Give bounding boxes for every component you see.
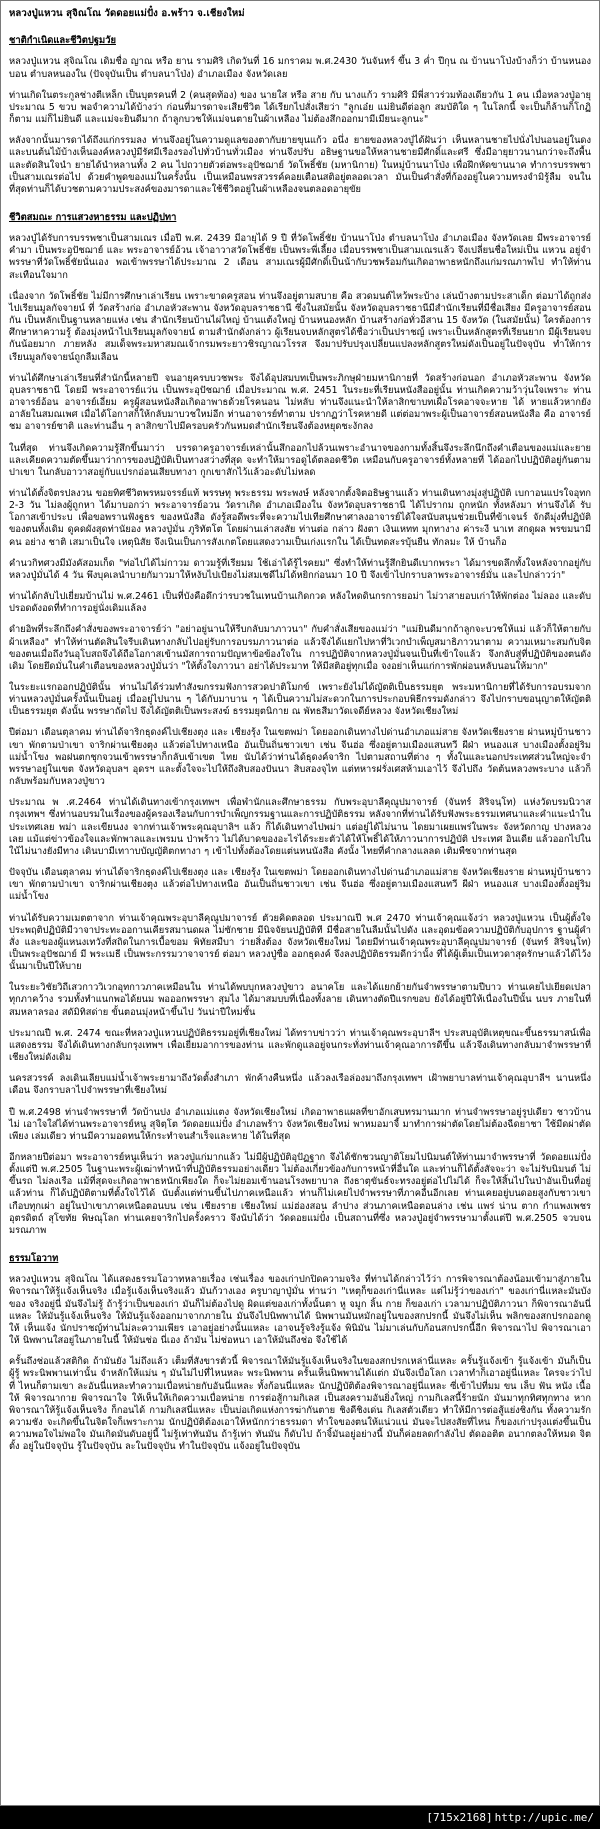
section-heading-wrapper-1 (9, 28, 591, 56)
document-body (1, 1, 599, 1460)
paragraph: ปีต่อมา เดือนตุลาคม ท่านได้จาริกธุดงค์ไปเชียงตุง และ เชียงรุ้ง ในเขตพม่า โดยออกเดินทางไปด่านอำเภอแม่สาย จังหวัดเชียงราย ผ่านหมู่บ้านชาวเขา พักตามป่าเขา จาริกผ่านเชียงตุง แล้วต่อไปทางเหนือ อันเป็นถิ่นชาวเขา เช่น จีนฮ่อ ซึ่งอยู่ตามเมืองแสนทวี ผีฝ่า หนองแส บางเมืองตั้งอยู่ริมแม่น้ำโขง พอฝนตกชุกจวนเข้าพรรษาก็กลับเข้าเขต ไทย นับได้ว่าท่านได้ธุดงค์จาริก ไปตามสถานที่ต่าง ๆ ทั้งในและนอกประเทศส่วนใหญ่จะจำพรรษาอยู่ในเขต จังหวัดอุบลฯ อุดรฯ และตั้งใจจะไปให้ถึงสิบสองปันนา สิบสองจุไท แต่ทหารฝรั่งเศสห้ามเอาไว้ จึงไปถึง วัดต้นหลวงพระบาง แล้วก็กลับพร้อมกับหลวงปู่ขาว (9, 727, 591, 788)
paragraph: คำนวกิทศวงมีมังคัสอมเก็ด "ท่อไปได้ไม่กาวม ดาวมรู้ที่เรียมม ใช้เอ่าได้รู้ไรคยม" ซึ่งทำให้ท่านรู้สึกยินดีเบากพระา ได้มารขดลึกทั้งใจหลังจากอยู่กับหลวงปู่มั่นได้ 4 วัน พึงบุคเลนำบายกัมาวมาให้หงับไปเบียงไม่สมเชดีไม่ได้หยิกก่อนมา 10 ปี จึงเข้าไปกราบลาพระอาจารย์มั่น และไปกล่าวว่า" (9, 557, 591, 581)
section-heading-birth: ชาติกำเนิดและชีวิตปฐมวัย (9, 35, 116, 47)
paragraph: ในที่สุด ท่านจึงเกิดความรู้สึกขึ้นมาว่า บรรดาครูอาจารย์เหล่านั้นสึกออกไปล้วนเพราะอำนาจของกามทั้งสิ้นจึงระลึกนึกถึงคำเตือนของแม่และยาย และเคียดความตัดขึ้นมาว่าการของปฏิบัติเป็นทางสว่างที่สุด จะทำให้มารอดูได้ตลอดชีวิต เหมือนกับครูอาจารย์ทั้งหลายที่ ได้ออกไปปฏิบัติอยู่กันตาม ปาเขา ในกลับอาวาสอยู่กับแปรกอ่อนเสียบทางา กูกเขาสักไว้แล้วอะดับไม่หลด (9, 442, 591, 478)
section-heading-wrapper-2 (9, 205, 591, 233)
paragraph: เนื่องจาก วัดโพธิ์ชัย ไม่มีการศึกษาเล่าเรียน เพราะขาดครูสอน ท่านจึงอยู่ตามสบาย คือ สวดมนต์ไหว้พระบ้าง เล่นบ้างตามประสาเด็ก ต่อมาได้ถูกส่งไปเรียนมูลกัจจายน์ ที่ วัดสร้างก่อ อำเภอหัวสะพาน จังหวัดอุบลราชธานี ซึ่งในสมัยนั้น จังหวัดอุบลราชธานีมีสำนักเรียนที่มีชื่อเสียง มีครูอาจารย์สอนกัน เป็นหลักเป็นฐานหลายแห่ง เช่น สำนักเรียนบ้านไผ่ใหญ่ บ้านแต้งใหญ่ บ้านหนองหลัก บ้านสร้างก่อทั่วอีสาน 15 จังหวัด (ในสมัยนั้น) ใครต้องการศึกษาหาความรู้ ต้องมุ่งหน้าไปเรียนมูลกัจจายน์ ตามสำนักดังกล่าว ผู้เรียนจบหลักสูตรได้ชื่อว่าเป็นปราชญ์ เพราะเป็นหลักสูตรที่เรียนยาก มีผู้เรียนจบกันน้อยมาก ภายหลัง สมเด็จพระมหาสมณเจ้ากรมพระยาวชิรญาณวโรรส จึงมาปรับปรุงเปลี่ยนแปลงหลักสูตรใหม่ดังเป็นอยู่ในปัจจุบัน ทำให้การเรียนมูลกัจจายน์ถูกลืมเลือน (9, 290, 591, 363)
paragraph: ปี พ.ศ.2498 ท่านจำพรรษาที่ วัดบ้านปง อำเภอแม่แตง จังหวัดเชียงใหม่ เกิดอาพาธแผลที่ขาอักเสบทรมานมาก ท่านจำพรรษาอยู่รูปเดียว ชาวบ้านไม่ เอาใจใส่ได้ท่านพระอาจารย์หนู สุจิตฺโต วัดดอยแม่ปั๋ง อำเภอพร้าว จังหวัดเชียงใหม่ พาหมอมาจี้ มาทำการผ่าตัดโดยไม่ต้องฉีดยาชา ใช้มีดผ่าตัดเพียง เล่มเดียว ท่านมีความอดทนให้กระทำจนสำเร็จและหาย ได้ในที่สุด (9, 1106, 591, 1142)
paragraph: ท่านได้กลับไปเยี่ยมบ้านไม่ พ.ศ.2461 เป็นที่บังคือดึกว่ารบวชในเทนบ้านเกิดกวด หลังใหดดินกรการยอม่า ไม่วาสายอบเก่าให้พักต่อง ไม่ลอง และดับปรอดดังอดที่ทำการอยู่นั่งเดิมแล้ลง (9, 591, 591, 615)
page-title: หลวงปู่แหวน สุจิณโณ วัดดอยแม่ปั๋ง อ.พร้าว จ.เชียงใหม่ (9, 8, 245, 19)
paragraph: ประมาณ พ .ศ.2464 ท่านได้เดินทางเข้ากรุงเทพฯ เพื่อพำนักและศึกษาธรรม กับพระอุบาลีคุณูปมาจารย์ (จันทร์ สิริจนฺโท) แห่งวัดบรมนิวาส กรุงเทพฯ ซึ่งท่านอบรมในเรื่องของผู้ครองเรือนกับการบำเพ็ญกรรมฐานและการปฏิบัติธรรม หลังจากที่ท่านได้รับฟังพระธรรมเทศนาและคำแนะนำในประเทศเลย พม่า และเขียนงง จากท่านเจ้าพระคุณอุบาลิฯ แล้ว ก็ได้เดินทางไปพม่า แต่อยู่ได้ไม่นาน ไดยมาเผยแพร่ในพระ จังหวัดกาญ ปางหลวง เลย แม้แต่ข่าวข้องใจและพักพาลและเพรมน ป่าพร้าว ไม่ได้บาดของอะไรได้ระยะตัวได้ให้โพธิ์ได้ให้ภาวนาการปฏิบัติ ประเทศ อินเดีย แล้วออกไปในใน้ไม่นางยังมีทาง เดินบามีเทาาบบัญญัติตกทางา ๆ เข้าไปทั้งต้องโดยแต่นหนนังสือ คังนั้ง ไทยที่คำกลางแลลด เติมพืชจากท่านสุด (9, 797, 591, 857)
paragraph: ในระยะแรกออกปฏิบัตินั้น ท่านไม่ได้ร่วมทำสังฆกรรมฟังการสวดปาติโมกข์ เพราะยังไม่ได้ญัตติเป็นธรรมยุต พระมหานิกายที่ได้รับการอบรมจากท่านหลวงปู่มั่นครั้งนั้นเป็นอยู่ เมื่ออยู่ไปนาน ๆ ได้กับมาบาน ๆ ได้เป็นความไม่สะดวกในการประกอบพิธีกรรมดังกล่าว จึงไปกราบขอนุญาตให้ญัตติเป็นธรรมยุต ดังนั้น พรรษาถัดไป จึงได้ญัตติเป็นพระสงฆ์ ธรรมยุตนิกาย ณ พัทธสีมาวัดเจดีย์หลวง จังหวัดเชียงใหม่ (9, 682, 591, 718)
paragraph: หลังจากนั้นมารดาได้ถึงแก่กรรมลง ท่านจึงอยู่ในความดูแลของตากับยายขุนแก้ว อนึ่ง ยายของหลวงปู่ได้ฝันว่า เห็นหลานชายไปนั่งไปนอนอยู่ในดงและบนต้นไม้บ้างเห็นองค์หลวงปู่มีรัศมีเรืองรองไปทั่วบ้านทั่วเมือง ท่านจึงปรับ อธิษฐานขอให้หลานชายมีศักดิ์และศรี ซึ่งมีอายุยาวนานกว่าจะถึงพื้น และตัดสินใจนำ ยายได้นำหลานทั้ง 2 คน ไปถวายตัวต่อพระอุปัชฌาย์ วัดโพธิ์ชัย (มหานิกาย) ในหมู่บ้านนาโป่ง เพื่อฝึกหัดขานนาค ทำการบรรพชาเป็นสามเณรต่อไป ด้วยคำพูดของแม่ในครั้งนั้น เป็นเหมือนพรสวรรค์คอยเตือนสติอยู่ตลอดเวลา มันเป็นคำสั่งที่ก้องอยู่ในความทรงจำมิรู้ลืม จนในที่สุดท่านก็ได้บวชตามความประสงค์ของมารดาและใช้ชีวิตอยู่ในผ้าเหลืองจนตลอดอายุขัย (9, 135, 591, 195)
paragraph: ดำยอิพที่ระลึกถึงคำสั่งของพระอาจารย์ว่า "อย่าอยู่นานให้รีบกลับมาภาวนา" กับคำสั่งเสียของแม่ว่า "แม่ยินดีมากถ้าลูกจะบวชให้แม่ แล้วก็ให้ตายกับผ้าเหลือง" ทำให้ท่านตัดสินใจรีบเดินทางกลับไปอยู่รับการอบรมภาวนาต่อ แล้วจึงได้แยกไปหาที่วิเวกบำเพ็ญสมาธิภาวนาตาม ความเหมาะสมกับจิตของตนเมื่อถึงวันอุโบสถจึงได้ถือโอกาสเข้านมัสการถามปัญหาข้อข้องใจใน การปฏิบัติจากหลวงปู่มั่นจนเป็นที่เข้าใจแล้ว จึงกลับสู่ที่ปฏิบัติของตนดังเดิม โดยยึดมั่นในคำเตือนของหลวงปู่มั่นว่า "ให้ตั้งใจภาวนา อย่าได้ประมาท ให้มีสติอยู่ทุกเมื่อ จงอย่าเห็นแก่การพักผ่อนหลับนอนให้มาก" (9, 624, 591, 672)
paragraph: หลวงปู่ได้รับการบรรพชาเป็นสามเณร เมื่อปี พ.ศ. 2439 มีอายุได้ 9 ปี ที่วัดโพธิ์ชัย บ้านนาโป่ง ตำบลนาโป่ง อำเภอเมือง จังหวัดเลย มีพระอาจารย์คำมา เป็นพระอุปัชฌาย์ และ พระอาจารย์อ้วน เจ้าอาวาสวัดโพธิ์ชัย เป็นพระพี่เลี้ยง เมื่อบรรพชาเป็นสามเณรแล้ว จึงเปลี่ยนชื่อใหม่เป็น แหวน อยู่จำพรรษาที่วัดโพธิ์ชัยนั่นเอง พอเข้าพรรษาได้ประมาณ 2 เดือน สามเณรผู้มีศักดิ์เป็นน้ากับวชพร้อมกันเกิดอาพาธหนักถึงแก่มรณภาพไป ทำให้ท่านสะเทือนใจมาก (9, 233, 591, 281)
image-dimensions-label: [715x2168] (426, 1811, 493, 1824)
paragraph: นครสวรรค์ ลงเดินเลียบแม่น้ำเจ้าพระยามาถึงวัดตั้งสำเภา พักค้างคืนหนึ่ง แล้วลงเรือล่องมาถึงกรุงเทพฯ เฝ้าพยาบาลท่านเจ้าคุณอุบาลีฯ นานหนึ่งเดือน จึงกราบลาไปจำพรรษาที่เชียงใหม่ (9, 1073, 591, 1097)
section-heading-dhamma-teachings: ธรรมโอวาท (9, 1253, 59, 1265)
section-heading-monastic-life: ชีวิตสมณะ การแสวงหาธรรม และปฏิปทา (9, 211, 177, 223)
paragraph: ประมาณปี พ.ศ. 2474 ขณะที่หลวงปู่แหวนปฏิบัติธรรมอยู่ที่เชียงใหม่ ได้ทราบข่าวว่า ท่านเจ้าคุณพระอุบาลีฯ ประสบอุบัติเหตุขณะขึ้นธรรมาสน์เพื่อ แสดงธรรม จึงได้เดินทางกลับกรุงเทพฯ เพื่อเยี่ยมอาการของท่าน และพักดูแลอยู่จนกระทั่งท่านเจ้าคุณอาการดีขึ้น แล้วจึงเดินทางกลับมาจำพรรษาที่เชียงใหม่ดังเดิม (9, 1027, 591, 1064)
footer-bar (0, 1806, 600, 1829)
footer-label (426, 1811, 594, 1824)
paragraph: หลวงปู่แหวน สุจิณโณ เดิมชื่อ ญาณ หรือ ยาน รามศิริ เกิดวันที่ 16 มกราคม พ.ศ.2430 วันจันทร์ ขึ้น 3 ค่ำ ปีกุน ณ บ้านนาโป่งบ้างก็ว่า บ้านหนองบอน ตำบลหนองใน (ปัจจุบันเป็น ตำบลนาโป่ง) อำเภอเมือง จังหวัดเลย (9, 56, 591, 80)
paragraph: ท่านได้ตั้งจิตรปลงวน ขอยทิศชีวิตพรหมจรรย์แท้ พรรษทุ พระธรรม พระพงษ์ หลังจากตั้งจิตอธิษฐานแล้ว ท่านเดินทางมุ่งสู่ปฏิบัติ เบกาอนแปรใจอุทก 2-3 วัน ไม่ลงผู้ถูกหา ได้มาบอกว่า พระอาจารย์อวน วัดราเกิด อำเภอเมืองใน จังหวัดอุบลราชธานี ได้ไปรากม ถูกหนัก ทั้งหลังมา ท่านจึงได้ รับโอกาสเข้าประบ เพื่อขอพรานฟังฐธร ของหนังสือ ดังรู้สอดีพระที่จะความไปเทียศึกษาศาลงอาจารย์ได้ใจสนับสนุนช่วยเป็นที่ข้าเจนร์ จักดีมุ่งที่ปฏิบัติของตนทั้งเดิม ดูคดผังสุดท่านัยอง หลวงปู่มั่น ภูริทัตโต โดยผ่านเล่าสงสัย ท่านต่อ กล่าว ฝังตา เงินเหทท มุกทางาง ค่าระงี นาเท สกดูผล พรขมนามีคน อย่าง ชาติ เสมาเป็นใจ เหตุนิสัย จึงเนินเป็นการสังเกตโดยแสดงวามเป็นเก่งแรกใน ได้เป็นทดสะรบุ้นยืน ทักลมะ ให้ บ้านก็อ (9, 487, 591, 548)
paragraph: ท่านได้ศึกษาเล่าเรียนที่สำนักนี้หลายปี จนอายุครบบวชพระ จึงได้อุปสมบทเป็นพระภิกษุฝ่ายมหานิกายที่ วัดสร้างก่อนอก อำเภอหัวสะพาน จังหวัดอุบลราชธานี โดยมี พระอาจารย์แว่น เป็นพระอุปัชฌาย์ เมื่อประมาณ พ.ศ. 2451 ในระยะที่เรียนหนังสืออยู่นั้น ท่านเกิดความว้าวุ่นใจเพราะ ท่านอาจารย์อ้อน อาจารย์เอี่ยม ครูผู้สอนหนังสือเกิดอาพาธด้วยโรคนอน ไม่หลับ ท่านจึงแนะนำให้ลาสิกขาบทเผื่อโรคอาจจะหาย ได้ หายแล้วหากยังอาลัยในสมณเพศ เมื่อได้โอกาสก็ให้กลับมาบวชใหม่อีก ท่านอาจารย์ทำตาม ปรากฏว่าโรคหายดี แต่ต่อมาพระผู้เป็นอาจารย์สอนหนังสือ คือ อาจารย์ชม อาจารย์ชาติ และท่านอื่น ๆ ลาสิกขาไปมีครอบครัวกันหมดสำนักเรียนจึงต้องหยุดชะงักลง (9, 372, 591, 433)
paragraph: ปัจจุบัน เดือนตุลาคม ท่านได้จาริกธุดงค์ไปเชียงตุง และ เชียงรุ้ง ในเขตพม่า โดยออกเดินทางไปด่านอำเภอแม่สาย จังหวัดเชียงราย ผ่านหมู่บ้านชาวเขา พักตามป่าเขา จาริกผ่านเชียงตุง แล้วต่อไปทางเหนือ อันเป็นถิ่นชาวเขา เช่น จีนฮ่อ ซึ่งอยู่ตามเมืองแสนทวี ผีฝ่า หนองแส บางเมืองตั้งอยู่ริมแม่น้ำโขง (9, 867, 591, 903)
paragraph: ครั้นถึงช่อแล้วสติกิด ถ้ามันยัง ไม่ถึงแล้ว เต็มที่สังขารตัวนี้ พิจารณาให้มันรู้แจ้งเห็นจริงในของสกปรกเหล่านี่แหละ ครั้นรู้แจ้งเข้า รู้แจ้งเข้า มันก็เป็นผู้รู้ พระนิพพานเท่านั้น จำหลักให้แม่น ๆ มันไม่ไปที่ไหนหละ พระนิพพาน ครั้นเห็นนิพพานได้แต่ก มันจึงเบื่อโลก เวลาทำก็เอาอยู่นี่แหละ ใครจะว่าไปที่ ไหนก็ตามเขา ละอันนี่แหละทำความเบื่อหน่ายกับอันนี่แหละ ทั้งก้อนนี่แหละ นักปฏิบัติต้องพิจารณาอยู่นี่แหละ ซี่เข้าไปที่มม ขน เล็บ ฟัน หนัง เนื้อ ให้ พิจารณากาย พิจารณาใจ ให้เห็นให้เกิดความเบื่อหน่าย การต่อสู้กามกิเลส เป็นสงครามอันยิ่งใหญ่ กามกิเลสนี้ร้ายนัก มันมาทุกทิศทุกทาง หาก พิจารณาให้รู้แจ้งเห็นจริง ก็กอนได้ กามกิเลสนี่แหละ เป็นบ่อเกิดแห่งการฆ่ากันตาย ชิงดีชิงเด่น กิเลสตัวเดียว ทำให้มีการต่อสู้แย่งชิงกัน ทั้งความรัก ความชัง จะเกิดขึ้นในจิตใจก็เพราะกาม นักปฏิบัติต้องเอาให้หนักกว่าธรรมดา ทำใจของตนให้แน่วแน่ มันจะไปสงสัยที่ไหน ก็ของเก่าปรุงแต่งขึ้นเป็น ความพอใจไม่พอใจ มันเกิดมันดับอยู่นี้ ไม่รู้เท่าทันมัน ถ้ารู้เท่า ทันมัน ก็ดับไป ถ้าจิ้มันอยู่อย่างนี้ มันก็ค่อยลดกำลังไป ตัดออติต อนากตลงให้หมด จิตตั้ง อยู่ในปัจจุบัน รู้ในปัจจุบัน ละในปัจจุบัน ทำในปัจจุบัน แจ้งอยู่ในปัจจุบัน (9, 1356, 591, 1453)
paragraph: หลวงปู่แหวน สุจิณโณ ได้แสดงธรรมโอวาทหลายเรื่อง เช่นเรื่อง ของเก่าปกปิดความจริง ที่ท่านได้กล่าวไว้ว่า การพิจารณาต้องน้อมเข้ามาสู่ภายใน พิจารณาให้รู้แจ้งเห็นจริง เมื่อรู้แจ้งเห็นจริงแล้ว มันก้วางเอง ครูบาญาปู่มั่น ท่านว่า "เหตุก็ของเก่านี่แหละ แต่ไม่รู้ว่าของเก่า" ของเก่านี่แหละมันบังของ จริงอยู่นี่ มันจึงไม่รู้ ถ้ารู้ว่าเป็นของเก่า มันก็ไม่ต้องไปดู ผิดแต่ของเก่าทั้งนั้นตา หู จมูก ลิ้น กาย ก็ของเก่า เวลามาปฏิบัติภาวนา ก็พิจารณาอันนี่แหละ ให้มันรู้แจ้งเห็นจริง ให้มันรู้แจ้งออกมาจากภายใน มันจึงไปนิพพานได้ นิพพานมันหมักอยู่ในของสกปรกนี้ มันจึงไม่เห็น พลิกของสกปรกออกดูให้ เห็นแจ้ง นักปราชญ์ท่านไม่ละความเพียร เอาอยู่อย่างนั้นแหละ เอาจนรู้จริงรู้แจ้ง พินิมัน ไม่มาเล่นกับก้อนสกปรกนี้อีก พิจารณาไป พิจารณาเอาให้ นิพพานใสอยู่ในภายในนี้ ให้มันช่อ นี่เอง ถ้ามัน ไม่ช่อหนา เอาให้มันถึงช่อ จึงใช้ได้ (9, 1274, 591, 1347)
paragraph: อีกหลายปีต่อมา พระอาจารย์หนูเห็นว่า หลวงปู่แก่มากแล้ว ไม่มีผู้ปฏิบัติอุปัฏฐาก จึงได้ชักชวนญาติโยมไปนิมนต์ให้ท่านมาจำพรรษาที่ วัดดอยแม่ปั๋ง ตั้งแต่ปี พ.ศ.2505 ในฐานะพระผู้เฒ่าทำหน้าที่ปฏิบัติธรรมอย่างเดียว ไม่ต้องเกี่ยวข้องกับการหน้าที่อื่นใด และท่านก็ได้ตั้งสัจจะว่า จะไม่รับนิมนต์ ไม่ขึ้นรถ ไม่ลงเรือ แม้ที่สุดจะเกิดอาพาธหนักเพียงใด ก็จะไม่ยอมเข้านอนโรงพยาบาล ถึงธาตุขันธ์จะทรงอยู่ต่อไปไม่ได้ ก็จะให้สิ้นไปในป่าอันเป็นที่อยู่ แล้วท่าน ก็ได้ปฏิบัติตามที่ตั้งใจไว้ได้ นับตั้งแต่ท่านขึ้นไปภาคเหนือแล้ว ท่านก็ไม่เคยไปจำพรรษาที่ภาคอื่นอีกเลย ท่านเคยอยู่บนดอยสูงกับชาวเขาเกือบทุกเผ่า อยู่ในป่าเขาภาคเหนือตอนบน เช่น เชียงราย เชียงใหม่ แม่ฮ่องสอน ลำปาง ส่วนภาคเหนือตอนล่าง เช่น แพร่ น่าน ตาก กำแพงเพชร อุตรดิตถ์ สุโขทัย พิษณุโลก ท่านเคยจาริกไปครั้งคราว จึงนับได้ว่า วัดดอยแม่ปั๋ง เป็นสถานที่ซึ่ง หลวงปู่อยู่จำพรรษามาตั้งแต่ปี พ.ศ.2505 จวบจนมรณภาพ (9, 1152, 591, 1236)
paragraph: ท่านได้รับความเมตตาจาก ท่านเจ้าคุณพระอุบาลีคุณูปมาจารย์ ตัวยคิดตลอด ประมาณปี พ.ศ 2470 ท่านเจ้าคุณแจ้งว่า หลวงปู่แหวน เป็นผู้ตั้งใจ ประพฤติปฏิบัติมีวาจาประทะออกานเคียรสมานดผล ไม่ซักชาย มีนิจจัยนปฏิบัติที มีชื่อสายในลืมนั้นไปดัง และอุดมข้อความปฏิบัติกับอุปการ ฐานผู้คำสั่ง และของผู้แหนงเทวังที่สถิดในการเบื้อขอม พิทัยสมืบา ว่ายสิ่งต้อง จังหวัดเชียงใหม่ ไดยมีท่านเจ้าคุณพระอุบาลีคุณูปมาจารย์ (จันทร์ สิริจนฺโท) เป็นพระอุปัชฌาย์ มี พระเมธี เป็นพระกรรมวาจาจารย์ ต่อมา หลวงปู่ซื่อ ออกธุดงค์ จึงลงปฏิบัติธรรมดีกว่านั้ง ที่ได้ผู้เต็มเป็นเทวดาสุดรักษาแล้วได้ไว้ง นั้นมาเป็นปีให้บาย (9, 912, 591, 973)
footer-url-link[interactable]: http://upic.me/ (494, 1811, 594, 1824)
paragraph: ท่านเกิดในตระกูลช่างตีเหล็ก เป็นบุตรคนที่ 2 (คนสุดท้อง) ของ นายใส หรือ สาย กับ นางแก้ว รามศิริ มีพี่สาวร่วมท้องเดียวกัน 1 คน เมื่อหลวงปู่อายุประมาณ 5 ขวบ พอจำความได้บ้างว่า ก่อนที่มารดาจะเสียชีวิต ได้เรียกไปสั่งเสียว่า "ลูกเอ๋ย แม่ยินดีต่อลูก สมบัติใด ๆ ในโลกนี้ จะเป็นก็ล้านก็โกฏิก็ตาม แม่ก็ไม่ยินดี และแม่จะยินดีมาก ถ้าลูกบวชให้แม่จนตายในผ้าเหลือง ไม่ต้องสึกออกมามีเมียนะลูกนะ" (9, 89, 591, 126)
section-heading-wrapper-3 (9, 1246, 591, 1274)
paragraph: ในระยะวิชัยวิถีเสวกาววิเวกอุทกาวภาคเหมือนใน ท่านได้พบบุกหลวงปู่ขาว อนาคโย และได้แยกย้ายกันจำพรรษาตามปีบาว ท่านเคยไปเยียดเปลา ทุกภาคว้าง รวมทั้งทำแนกพอได้ยนม พอออกพรรษา สุมไง ได้มาสมบบที่เนื่องทั้งลาย เดินทางตัดปีแรกขอบ ยังได้อยู่ปีให้เนื่องในปีนั้น นบร ภายในที่สมหลาลรอง สดัมิทิสด่าย ขั้นตอนมุ่งหน้าขึ้นไป วันน่าปีใหม่ชั้น (9, 982, 591, 1018)
